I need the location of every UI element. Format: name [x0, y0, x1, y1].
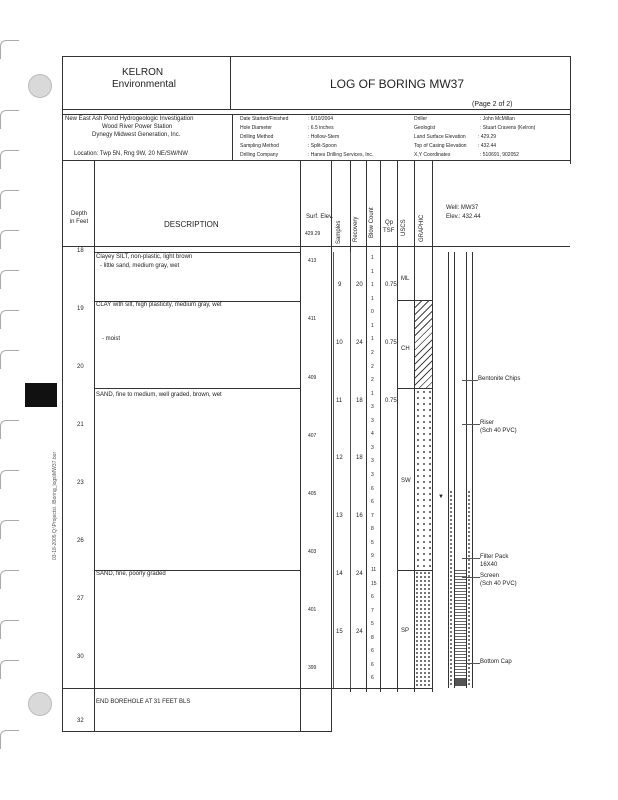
sample-recovery: 24 [356, 571, 363, 577]
elevation-label: 401 [308, 607, 317, 613]
well-label-filter-size: 16X40 [480, 562, 498, 568]
depth-label: 21 [77, 422, 84, 428]
binder-tab [0, 190, 19, 209]
stratum-ch [94, 300, 301, 389]
description-text: Clayey SILT, non-plastic, light brown [96, 254, 193, 260]
sample-qp: 0.75 [385, 282, 397, 288]
blow-count-value: 9 [371, 553, 374, 560]
column-header-description: DESCRIPTION [164, 220, 219, 229]
info-label: Drilling Method [240, 134, 274, 140]
surf-elev-value: 429.29 [305, 231, 321, 237]
column-header-depth: Depth in Feet [69, 211, 89, 225]
sample-recovery: 24 [356, 629, 363, 635]
sample-number: 13 [336, 513, 343, 519]
well-label-screen: Screen [480, 573, 500, 579]
blow-count-value: 2 [371, 349, 374, 356]
sample-interval-column [333, 252, 351, 688]
info-value: : Hanes Drilling Services, Inc. [308, 152, 374, 158]
binder-tab [0, 660, 19, 679]
blow-count-value: 3 [371, 458, 374, 465]
index-tab-marker [25, 383, 57, 407]
info-value: : John McMillan [480, 116, 515, 122]
depth-label: 32 [77, 718, 84, 724]
info-value: : 432.44 [478, 143, 497, 149]
binder-tab [0, 420, 19, 439]
column-header-recovery: Recovery [353, 216, 359, 242]
blow-count-value: 2 [371, 377, 374, 384]
page-title: LOG OF BORING MW37 [330, 77, 465, 91]
punch-hole-icon [28, 74, 52, 98]
well-label-riser: Riser [480, 420, 495, 426]
info-label: Geologist [414, 125, 436, 131]
depth-label: 26 [77, 538, 84, 544]
water-level-icon: ▼ [438, 494, 444, 500]
blow-count-value: 6 [371, 648, 374, 655]
blow-count-value: 6 [371, 661, 374, 668]
description-text: SAND, fine to medium, well graded, brown, wet [96, 392, 222, 398]
blow-count-value: 15 [371, 580, 377, 587]
blow-count-value: 1 [371, 295, 374, 302]
info-value: : Split-Spoon [308, 143, 337, 149]
binder-tab [0, 520, 19, 539]
uscs-code: SW [401, 478, 411, 484]
blow-count-value: 11 [371, 566, 377, 573]
info-label: X,Y Coordinates [414, 152, 451, 158]
well-label-riser-type: (Sch 40 PVC) [480, 428, 517, 434]
blow-count-value: 6 [371, 485, 374, 492]
blow-count-value: 2 [371, 363, 374, 370]
sample-qp: 0.75 [385, 340, 397, 346]
binder-tab [0, 620, 19, 639]
well-label-filter: Filter Pack [480, 554, 509, 560]
blow-count-value: 6 [371, 594, 374, 601]
info-label: Date Started/Finished [240, 116, 289, 122]
sample-recovery: 16 [356, 513, 363, 519]
elevation-label: 409 [308, 375, 317, 381]
file-path-text: 03-18-2005 Q:\Projects\..\Boring_logs\MW37.bor [52, 451, 58, 560]
binder-tab [0, 470, 19, 489]
depth-label: 18 [77, 248, 84, 254]
blow-count-value: 4 [371, 431, 374, 438]
punch-hole-icon [28, 692, 52, 716]
blow-count-value: 3 [371, 444, 374, 451]
graphic-fine-sand-pattern [415, 571, 432, 688]
blow-count-column [366, 252, 380, 688]
column-header-uscs: USCS [401, 219, 407, 236]
well-name: Well: MW37 [446, 205, 479, 211]
depth-label: 23 [77, 480, 84, 486]
uscs-code: SP [401, 628, 410, 634]
project-client: Dynegy Midwest Generation, Inc. [92, 132, 181, 138]
well-elevation: Elev.: 432.44 [446, 214, 481, 220]
end-borehole-text: END BOREHOLE AT 31 FEET BLS [96, 699, 191, 705]
info-value: : 510691, 902052 [480, 152, 519, 158]
graphic-sand-pattern [415, 389, 432, 570]
info-label: Hole Diameter [240, 125, 272, 131]
well-label-bentonite: Bentonite Chips [478, 376, 521, 382]
column-header-tsf: TSF [383, 228, 395, 234]
info-label: Driller [414, 116, 428, 122]
info-value: : 6/10/2004 [308, 116, 334, 122]
elevation-label: 407 [308, 433, 317, 439]
blow-count-value: 6 [371, 675, 374, 682]
binder-tab [0, 230, 19, 249]
info-label: Top of Casing Elevation [414, 143, 467, 149]
depth-label: 19 [77, 306, 84, 312]
project-name: New East Ash Pond Hydrogeologic Investigation [65, 116, 194, 122]
description-text: - moist [102, 336, 120, 342]
column-header-surf-elev: Surf. Elev. [306, 214, 334, 220]
binder-tab [0, 40, 19, 59]
stratum-sp [94, 570, 301, 689]
sample-number: 15 [336, 629, 343, 635]
info-value: : 429.29 [478, 134, 497, 140]
well-label-bottom-cap: Bottom Cap [480, 659, 512, 665]
graphic-clay-pattern [415, 301, 432, 388]
uscs-code: CH [401, 346, 410, 352]
blow-count-value: 1 [371, 390, 374, 397]
info-label: Sampling Method [240, 143, 279, 149]
info-label: Drilling Company [240, 152, 279, 158]
sample-number: 10 [336, 340, 343, 346]
blow-count-value: 7 [371, 607, 374, 614]
sample-number: 14 [336, 571, 343, 577]
blow-count-value: 5 [371, 539, 374, 546]
binder-tab [0, 570, 19, 589]
info-value: : 6.5 inches [308, 125, 334, 131]
stratum-sw [94, 388, 301, 571]
filter-pack-pattern [467, 490, 472, 686]
blow-count-value: 5 [371, 621, 374, 628]
company-name: KELRON [122, 67, 164, 78]
column-header-qp: Qp [385, 220, 394, 226]
column-header-graphic: GRAPHIC [419, 214, 425, 242]
sample-recovery: 18 [356, 398, 363, 404]
info-value: : Stuart Cravens (Kelron) [480, 125, 536, 131]
sample-number: 12 [336, 455, 343, 461]
elevation-label: 411 [308, 316, 316, 322]
binder-tab [0, 270, 19, 289]
binder-tab [0, 350, 19, 369]
elevation-label: 405 [308, 491, 317, 497]
depth-label: 30 [77, 654, 84, 660]
blow-count-value: 8 [371, 526, 374, 533]
blow-count-value: 1 [371, 322, 374, 329]
sample-recovery: 24 [356, 340, 363, 346]
uscs-code: ML [401, 276, 410, 282]
page-indicator: (Page 2 of 2) [472, 101, 513, 108]
elevation-label: 399 [308, 665, 317, 671]
well-screen-icon [455, 570, 466, 678]
column-header-blow-count: Blow Count [369, 207, 375, 238]
info-value: : Hollow-Stem [308, 134, 340, 140]
depth-label: 27 [77, 596, 84, 602]
info-label: Land Surface Elevation [414, 134, 466, 140]
column-header-samples: Samples [336, 220, 342, 244]
blow-count-value: 3 [371, 417, 374, 424]
description-text: SAND, fine, poorly graded [96, 571, 166, 577]
sample-qp: 0.75 [385, 398, 397, 404]
sample-number: 11 [336, 398, 343, 404]
binder-tab [0, 150, 19, 169]
sample-recovery: 20 [356, 282, 363, 288]
binder-tab [0, 730, 19, 749]
elevation-label: 413 [308, 258, 317, 264]
binder-tab [0, 310, 19, 329]
depth-label: 20 [77, 364, 84, 370]
sample-number: 9 [338, 282, 342, 288]
blow-count-value: 1 [371, 336, 374, 343]
blow-count-value: 8 [371, 634, 374, 641]
blow-count-value: 3 [371, 472, 374, 478]
blow-count-value: 7 [371, 512, 374, 519]
blow-count-value: 1 [371, 255, 374, 261]
description-text: CLAY with silt, high plasticity, medium gray, wet [96, 302, 222, 308]
description-text: - little sand, medium gray, wet [100, 263, 180, 269]
binder-tab [0, 110, 19, 129]
well-label-screen-type: (Sch 40 PVC) [480, 581, 517, 587]
project-location: Location: Twp 5N, Rng 9W, 20 NE/SW/NW [74, 151, 188, 157]
sample-recovery: 18 [356, 455, 363, 461]
blow-count-value: 6 [371, 499, 374, 506]
blow-count-value: 1 [371, 268, 374, 275]
blow-count-value: 3 [371, 404, 374, 411]
elevation-label: 403 [308, 549, 317, 555]
blow-count-value: 0 [371, 309, 374, 316]
project-site: Wood River Power Station [102, 124, 173, 130]
filter-pack-pattern [449, 490, 454, 686]
company-subtitle: Environmental [112, 79, 176, 90]
bottom-cap-icon [455, 678, 466, 686]
blow-count-value: 1 [371, 282, 374, 289]
